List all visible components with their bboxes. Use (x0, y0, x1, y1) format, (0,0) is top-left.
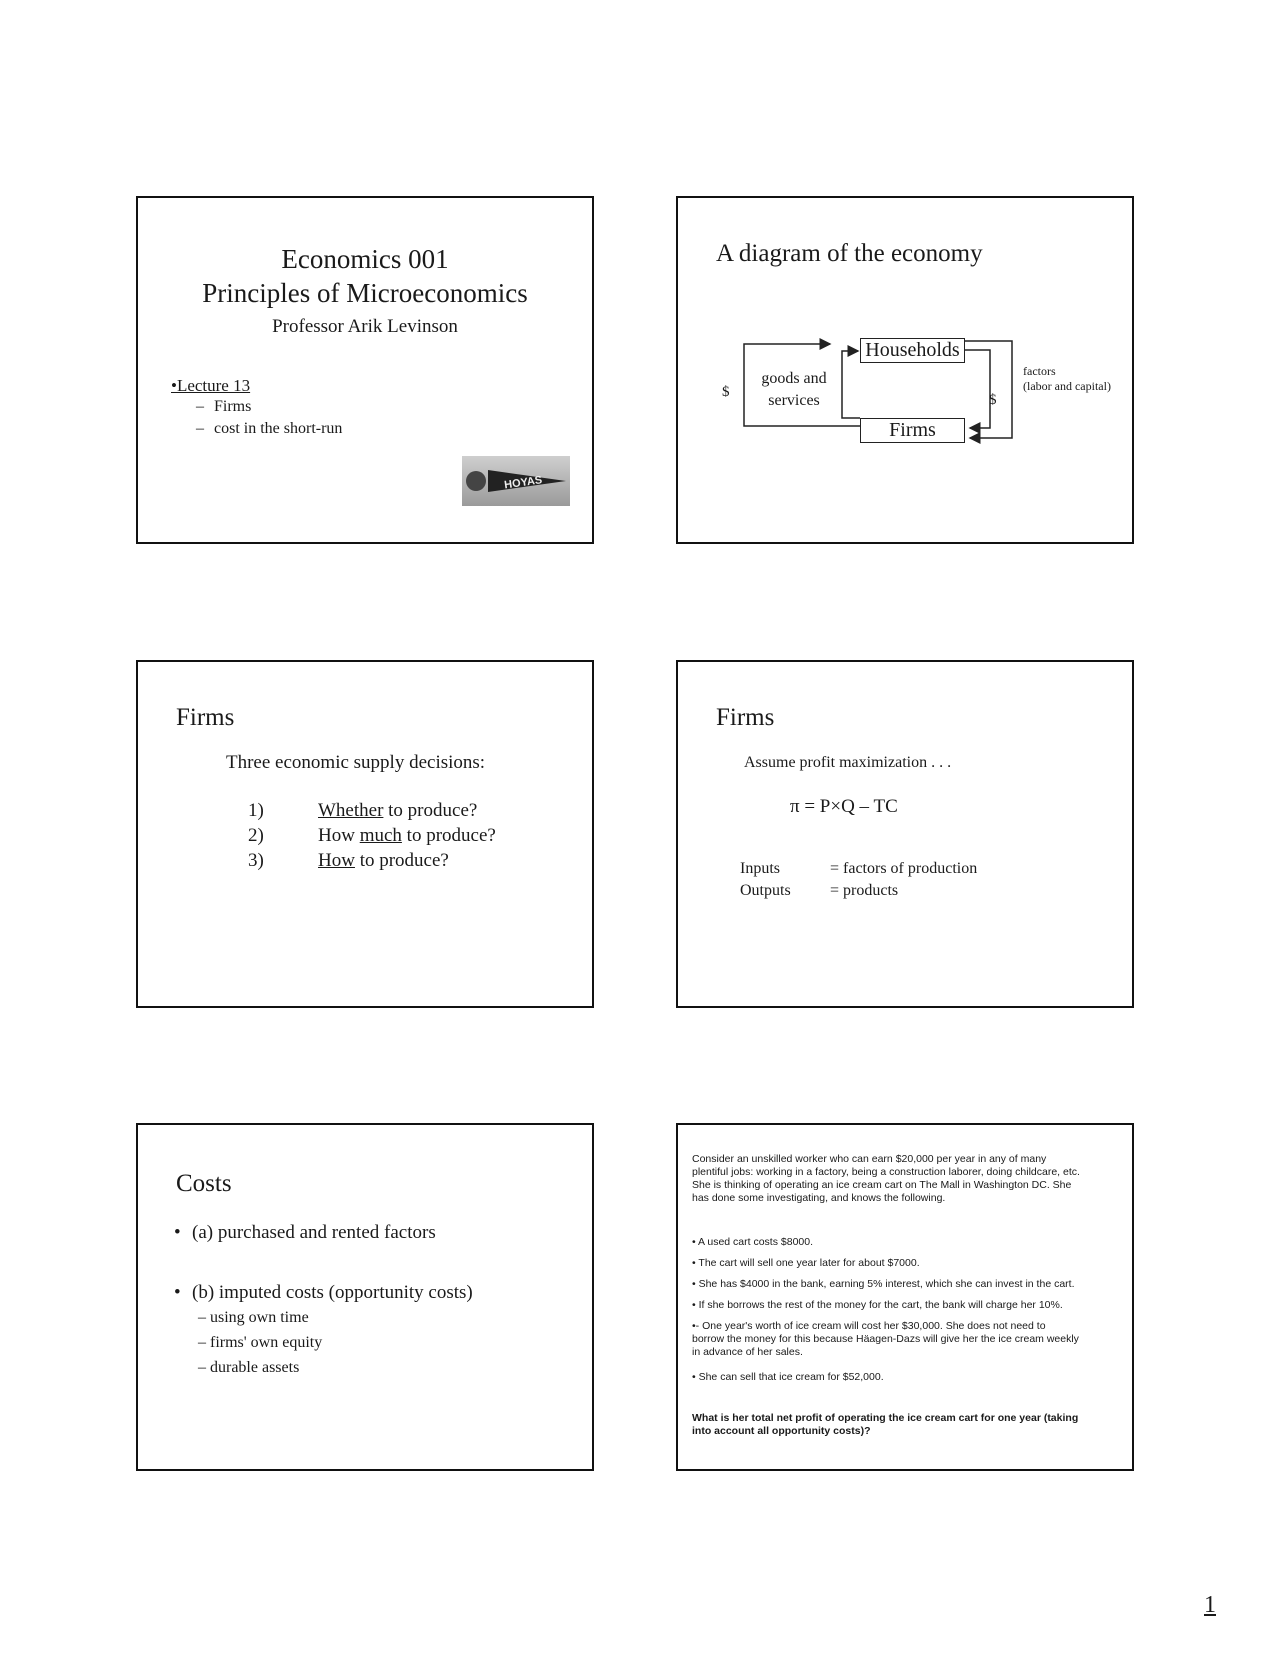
item-number: 3) (248, 850, 264, 871)
bullet-imputed-costs: • (b) imputed costs (opportunity costs) (174, 1282, 473, 1303)
inner-right-arrow (965, 350, 990, 428)
outer-right-arrow (965, 341, 1012, 438)
subitem-cost: – cost in the short-run (196, 420, 343, 437)
decision-how-much: How much to produce? (318, 825, 496, 846)
fact-cart-cost: • A used cart costs $8000. (692, 1236, 814, 1248)
slide-title-text: Firms (176, 704, 235, 731)
fact-cart-resale: • The cart will sell one year later for about $7000. (692, 1257, 920, 1269)
factors-label: factors (labor and capital) (1023, 364, 1111, 393)
item-number: 2) (248, 825, 264, 846)
decision-how: How to produce? (318, 850, 449, 871)
assume-text: Assume profit maximization . . . (744, 754, 952, 771)
slide-profit-max (676, 660, 1134, 1008)
slide-firms-decisions (136, 660, 594, 1008)
slide-ice-cream-problem (676, 1123, 1134, 1471)
slide-costs (136, 1123, 594, 1471)
professor-name: Professor Arik Levinson (272, 316, 458, 337)
inputs-label: Inputs (740, 860, 780, 877)
slide-title (136, 196, 594, 544)
logo-text: HOYAS (503, 474, 543, 492)
slide-title-text: A diagram of the economy (716, 240, 983, 267)
problem-intro: Consider an unskilled worker who can earn $20,000 per year in any of many plentiful jobs: working in a factory, being a construction laborer, doing childcare, etc. She is thinking of operating an ice cream cart on The Mall in Washington DC. She has done some investigating, and knows the following. (692, 1153, 1080, 1204)
subitem-firms: – Firms (196, 398, 252, 415)
fact-bank-savings: • She has $4000 in the bank, earning 5% interest, which she can invest in the cart. (692, 1278, 1075, 1290)
course-title-line2: Principles of Microeconomics (202, 278, 528, 308)
slide-diagram (676, 196, 1134, 544)
slide-title-text: Costs (176, 1170, 232, 1197)
profit-equation: π = P×Q – TC (790, 796, 898, 817)
subitem-own-equity: – firms' own equity (198, 1334, 323, 1351)
fact-loan-rate: • If she borrows the rest of the money for the cart, the bank will charge her 10%. (692, 1299, 1063, 1311)
bullet-purchased-factors: • (a) purchased and rented factors (174, 1222, 436, 1243)
subitem-durable-assets: – durable assets (198, 1359, 300, 1376)
fact-ice-cream-cost: •- One year's worth of ice cream will cost her $30,000. She does not need to borrow the money for this because Häagen-Dazs will give her the ice cream weekly in advance of her sales. (692, 1320, 1079, 1358)
inner-left-arrow (842, 351, 860, 418)
slide-title-text: Firms (716, 704, 775, 731)
outputs-label: Outputs (740, 882, 791, 899)
hoyas-logo (462, 456, 570, 506)
item-number: 1) (248, 800, 264, 821)
page-number: 1 (1204, 1592, 1216, 1618)
problem-question: What is her total net profit of operating the ice cream cart for one year (taking into account all opportunity costs)? (692, 1412, 1079, 1437)
decision-whether: Whether to produce? (318, 800, 478, 821)
firms-box: Firms (860, 418, 965, 443)
outputs-value: = products (830, 882, 899, 899)
households-box: Households (860, 338, 965, 363)
goods-services-label: goods and services (761, 370, 827, 409)
lecture-label: •Lecture 13 (171, 376, 251, 395)
fact-sales: • She can sell that ice cream for $52,000. (692, 1371, 884, 1383)
intro-text: Three economic supply decisions: (226, 752, 486, 773)
subitem-own-time: – using own time (198, 1309, 309, 1326)
inputs-value: = factors of production (830, 860, 978, 877)
course-title-line1: Economics 001 (281, 244, 449, 274)
dollar-left-label: $ (722, 384, 730, 400)
dollar-right-label: $ (989, 392, 997, 408)
